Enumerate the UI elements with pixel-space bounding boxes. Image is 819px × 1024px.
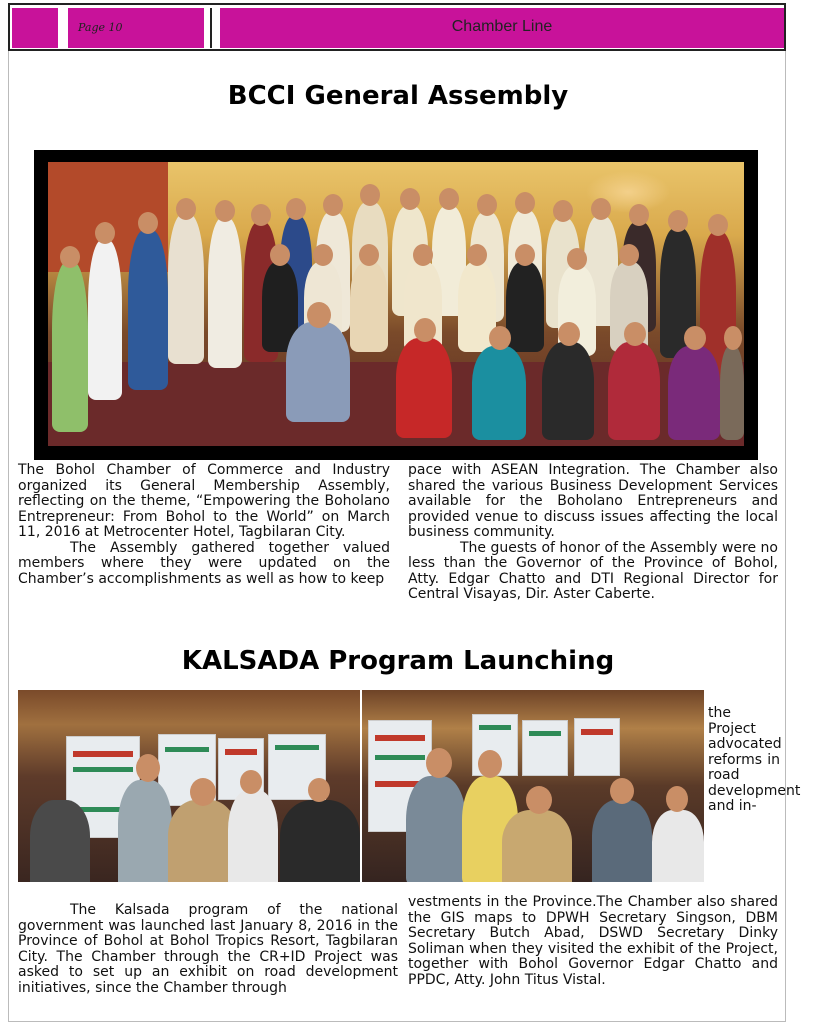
assembly-group-photo [34,150,758,460]
article2-column2 [408,895,778,988]
article2-paragraph: vestments in the Province.The Chamber also shared the GIS maps to DPWH Secretary Singson, DBM Secretary Butch Abad, DSWD Secretary Dinky Soliman when they visited the exhibit of the Project, together with Bohol Governor Edgar Chatto and PPDC, Atty. John Titus Vistal. [408,894,778,988]
article1-paragraph: The Assembly gathered together valued members where they were updated on the Chamber’s accomplishments as well as how to keep [18,539,390,587]
article2-sidebar-text: the Project advocated reforms in road development and in- [708,705,801,814]
article-title-kalsada: KALSADA Program Launching [181,646,615,676]
article1-paragraph: pace with ASEAN Integration. The Chamber also shared the various Business Development Services available for the Boholano Entrepreneurs and provided venue to discuss issues affecting the local business community. [408,462,778,540]
kalsada-exhibit-photo-left [18,690,360,882]
publication-title: Chamber Line [451,18,553,35]
header-divider [210,8,212,48]
article1-column1 [18,463,390,587]
photo-scene [48,162,744,446]
kalsada-exhibit-photo-right [362,690,704,882]
page-header [8,3,786,51]
page-number: Page 10 [78,21,123,34]
article1-paragraph: The Bohol Chamber of Commerce and Industry organized its General Membership Assembly, reflecting on the theme, “Empowering the Boholano Entrepreneur: From Bohol to the World” on March 11, 2016 at Metrocenter Hotel, Tagbilaran City. [18,462,390,540]
header-page-box [68,8,204,48]
article2-paragraph: The Kalsada program of the national government was launched last January 8, 2016 in the Province of Bohol at Bohol Tropics Resort, Tagbilaran City. The Chamber through the CR+ID Project was asked to set up an exhibit on road development initiatives, since the Chamber through [18,902,398,996]
article1-paragraph: The guests of honor of the Assembly were no less than the Governor of the Province of Bohol, Atty. Edgar Chatto and DTI Regional Director for Central Visayas, Dir. Aster Caberte. [408,539,778,602]
header-title-box [220,8,784,48]
header-accent-block [12,8,58,48]
article2-column1 [18,903,398,996]
article1-column2 [408,463,778,603]
article-title-assembly: BCCI General Assembly [227,81,569,111]
